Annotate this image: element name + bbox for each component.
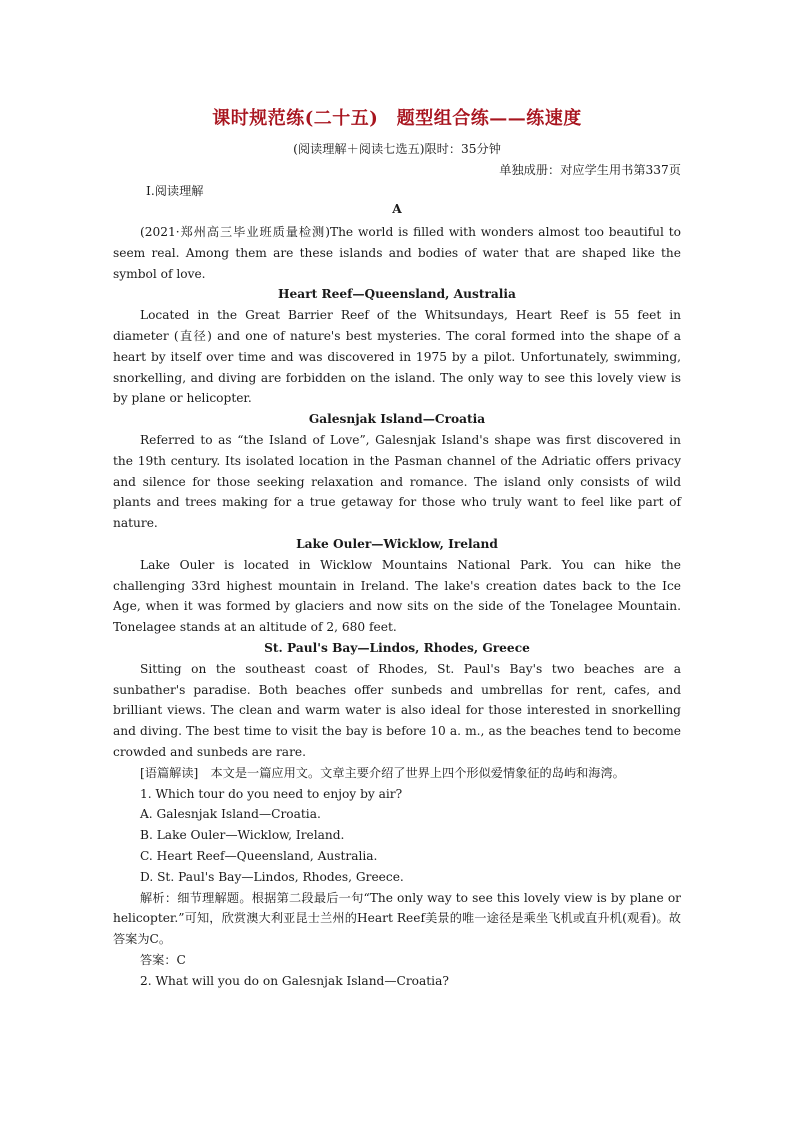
source-note: 单独成册：对应学生用书第337页 <box>499 163 681 177</box>
section-heading: Ⅰ.阅读理解 <box>146 184 204 198</box>
option-b: B. Lake Ouler—Wicklow, Ireland. <box>140 828 345 843</box>
heading-heart-reef: Heart Reef—Queensland, Australia <box>278 287 516 302</box>
question-1-explanation: 解析：细节理解题。根据第二段最后一句“The only way to see this lovely view is by plane or helicopter.”可知，欣赏澳大利亚昆士兰州的Heart Reef美景的唯一途径是乘坐飞机或直升机(观看)。故答案为C。 <box>113 890 681 947</box>
question-1-answer: 答案：C <box>140 952 186 967</box>
page-title: 课时规范练(二十五) 题型组合练——练速度 <box>212 108 582 129</box>
question-2-stem: 2. What will you do on Galesnjak Island—Croatia? <box>140 973 449 988</box>
paragraph-galesnjak: Referred to as “the Island of Love”, Galesnjak Island's shape was first discovered in the 19th century. Its isolated location in the Pasman channel of the Adriatic offers privacy and silence for those seeking relaxation and romance. The island only consists of wild plants and trees making for a true getaway for those who truly want to feel like part of nature. <box>113 432 681 531</box>
option-a: A. Galesnjak Island—Croatia. <box>140 807 321 822</box>
time-limit-subtitle: (阅读理解＋阅读七选五)限时：35分钟 <box>293 142 501 156</box>
paragraph-st-pauls-bay: Sitting on the southeast coast of Rhodes, St. Paul's Bay's two beaches are a sunbather's paradise. Both beaches offer sunbeds and umbrellas for rent, cafes, and brilliant views. The clean and warm water is also ideal for those interested in snorkelling and diving. The best time to visit the bay is before 10 a. m., as the beaches tend to become crowded and sunbeds are rare. <box>113 661 681 759</box>
heading-lake-ouler: Lake Ouler—Wicklow, Ireland <box>296 536 498 551</box>
question-1-stem: 1. Which tour do you need to enjoy by air? <box>140 786 403 801</box>
passage-letter: A <box>392 202 402 216</box>
heading-galesnjak: Galesnjak Island—Croatia <box>308 412 486 427</box>
heading-st-pauls-bay: St. Paul's Bay—Lindos, Rhodes, Greece <box>264 640 530 655</box>
discourse-analysis: [语篇解读] 本文是一篇应用文。文章主要介绍了世界上四个形似爱情象征的岛屿和海湾。 <box>140 765 625 780</box>
passage-body <box>113 222 681 991</box>
option-d: D. St. Paul's Bay—Lindos, Rhodes, Greece. <box>140 869 404 884</box>
option-c: C. Heart Reef—Queensland, Australia. <box>140 848 378 863</box>
paragraph-heart-reef: Located in the Great Barrier Reef of the Whitsundays, Heart Reef is 55 feet in diameter (直径) and one of nature's best mysteries. The coral formed into the shape of a heart by itself over time and was discovered in 1975 by a pilot. Unfortunately, swimming, snorkelling, and diving are forbidden on the island. The only way to see this lovely view is by plane or helicopter. <box>113 308 681 406</box>
passage-intro: (2021·郑州高三毕业班质量检测)The world is filled with wonders almost too beautiful to seem real. Among them are these islands and bodies of water that are shaped like the symbol of love. <box>113 225 681 281</box>
paragraph-lake-ouler: Lake Ouler is located in Wicklow Mountains National Park. You can hike the challenging 33rd highest mountain in Ireland. The lake's creation dates back to the Ice Age, when it was formed by glaciers and now sits on the side of the Tonelagee Mountain. Tonelagee stands at an altitude of 2, 680 feet. <box>113 557 681 635</box>
